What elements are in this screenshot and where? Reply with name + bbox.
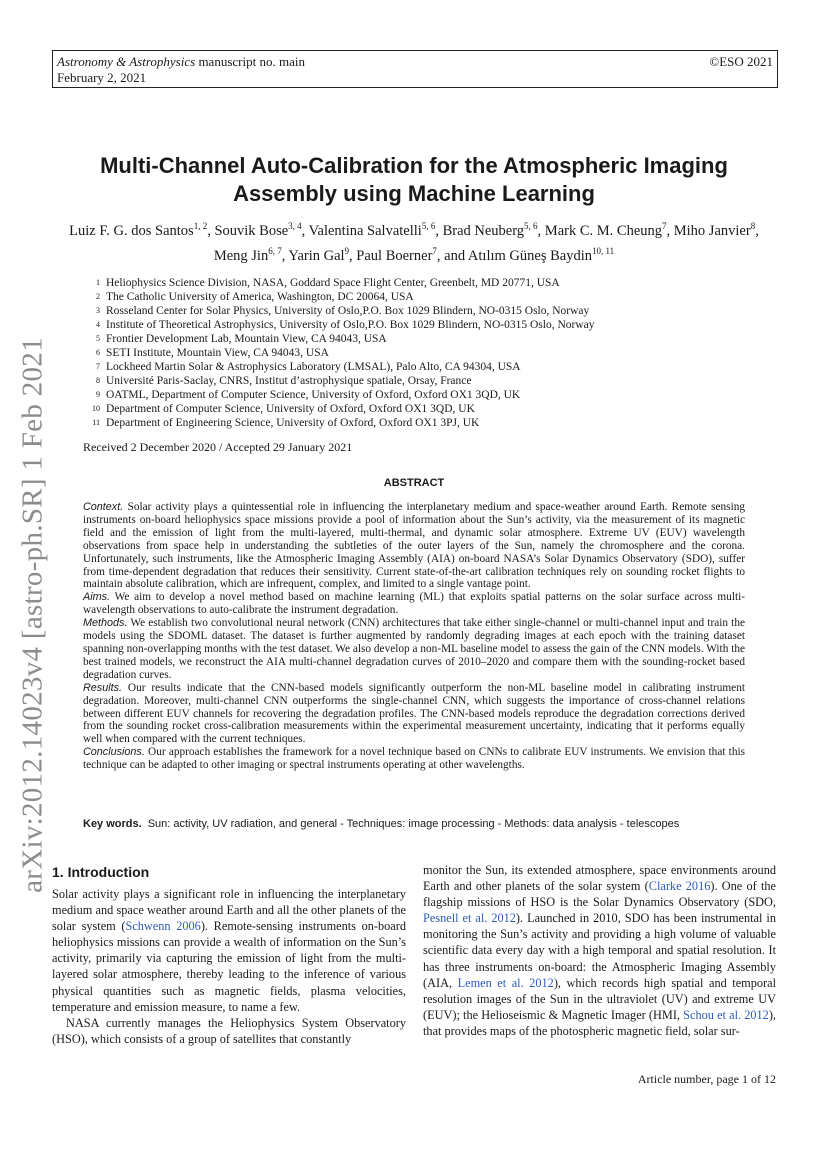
author: [674, 223, 755, 239]
abstract-section-label: Conclusions.: [83, 746, 145, 759]
author-name: Atılım Güneş Baydin: [467, 247, 592, 264]
paper-title: Multi-Channel Auto-Calibration for the Atmospheric Imaging Assembly using Machine Learning: [100, 153, 728, 206]
keywords-text: Sun: activity, UV radiation, and general - Techniques: image processing - Methods: data analysis - telescopes: [147, 818, 680, 830]
journal-line: [57, 54, 305, 70]
intro-paragraph-continued: [423, 862, 776, 1039]
author: [214, 223, 301, 239]
author: [213, 245, 282, 264]
abstract-body: [83, 501, 745, 772]
author-affiliation-marker: 5, 6: [421, 221, 436, 231]
left-column: [52, 886, 406, 1047]
citation-link[interactable]: Schwenn 2006: [125, 919, 201, 934]
affiliation-number: 3: [96, 306, 100, 315]
author-affiliation-marker: 3, 4: [288, 221, 302, 231]
author: [545, 223, 667, 239]
abstract-section-label: Context.: [83, 501, 124, 513]
author-affiliation-marker: 7: [432, 245, 437, 256]
author-affiliation-marker: 9: [344, 245, 350, 256]
abstract-section-text: We aim to develop a novel method based on machine learning (ML) that exploits spatial patterns on the solar surface across multi-wavelength observations to auto-calibrate the instrument degradation.: [83, 591, 745, 617]
arxiv-stamp: [10, 337, 56, 893]
author: [69, 223, 207, 239]
abstract-section: [83, 746, 745, 772]
author: [356, 245, 437, 264]
author-affiliation-marker: 10, 11: [591, 245, 615, 256]
author-affiliation-marker: 7: [662, 221, 667, 231]
affiliation-text: Heliophysics Science Division, NASA, Goddard Space Flight Center, Greenbelt, MD 20771, USA: [106, 277, 560, 289]
affiliation-number: 2: [96, 292, 100, 301]
paragraph-text: ). One of the flagship missions of HSO is the Solar Dynamics Observatory (SDO,: [423, 879, 776, 910]
author: [309, 223, 436, 239]
abstract-section-label: Aims.: [83, 591, 110, 604]
author-list: Luiz F. G. dos Santos$^{1, 2}$, Souvik Bose$^{3, 4}$, Valentina Salvatelli$^{5, 6}$, Brad Neuberg$^{5, 6}$, Mark C. M. Cheung$^7$, Miho Janvier$^8$, Meng Jin$^{6, 7}$, Yarin Gal$^9$, Paul Boerner$^7$, and Atılım Güneş Baydin$^{10, 11}$: [69, 221, 759, 264]
affiliation-item: [86, 388, 766, 402]
affiliation-text: Université Paris-Saclay, CNRS, Institut d’astrophysique spatiale, Orsay, France: [106, 375, 472, 387]
citation-link[interactable]: Pesnell et al. 2012: [423, 911, 516, 926]
author-name: Meng Jin: [213, 247, 269, 264]
paragraph-text: ), which records high spatial and temporal resolution images of the Sun in the ultraviolet (UV) and extreme UV (EUV); the Helioseismic & Magnetic Imager (HMI,: [423, 975, 777, 1022]
affiliation-text: Frontier Development Lab, Mountain View, CA 94043, USA: [106, 333, 387, 345]
affiliation-item: [86, 276, 766, 290]
affiliation-list: [86, 276, 766, 430]
intro-paragraph-1: [52, 886, 406, 1015]
affiliation-item: [86, 346, 766, 360]
affiliation-item: [86, 290, 766, 304]
affiliation-text: Institute of Theoretical Astrophysics, University of Oslo,P.O. Box 1029 Blindern, NO-0315 Oslo, Norway: [106, 319, 595, 331]
affiliation-number: 11: [92, 418, 100, 427]
citation-link[interactable]: Clarke 2016: [648, 879, 711, 894]
page-footer: Article number, page 1 of 12: [637, 1072, 776, 1086]
affiliation-number: 6: [96, 348, 100, 357]
right-column: [423, 862, 776, 1039]
affiliation-text: Department of Computer Science, University of Oxford, Oxford OX1 3QD, UK: [106, 403, 475, 415]
author: [467, 245, 615, 264]
citation-link[interactable]: Lemen et al. 2012: [457, 975, 554, 990]
journal-name: Astronomy & Astrophysics: [57, 54, 196, 69]
author-name: Luiz F. G. dos Santos: [69, 222, 194, 239]
affiliation-number: 1: [96, 278, 100, 287]
affiliation-text: Department of Engineering Science, University of Oxford, Oxford OX1 3PJ, UK: [106, 417, 480, 429]
abstract-section-text: Our results indicate that the CNN-based models significantly outperform the non-ML baseline model in calibrating instrument degradation. Moreover, multi-channel CNN outperforms the single-channel CNN, which suggests the importance of cross-channel relations between different EUV channels for recovering the degradation profiles. The CNN-based models reproduce the degradation corrections derived from the sounding rocket cross-calibration measurements within the experimental measurement uncertainty, indicating that it performs equally well when compared with the current techniques.: [83, 681, 745, 746]
abstract-section-text: We establish two convolutional neural network (CNN) architectures that take either single-channel or multi-channel input and train the models using the SDOML dataset. The dataset is further augmented by randomly degrading images at each epoch with the training dataset spanning non-overlapping months with the test dataset. We also develop a non-ML baseline model to assess the gain of the CNN models. With the best trained models, we reconstruct the AIA multi-channel degradation curves of 2010–2020 and compare them with the sounding-rocket based degradation curves.: [83, 617, 745, 681]
affiliation-text: Lockheed Martin Solar & Astrophysics Laboratory (LMSAL), Palo Alto, CA 94304, USA: [106, 361, 521, 373]
abstract-section-text: Our approach establishes the framework for a novel technique based on CNNs to calibrate EUV instruments. We envision that this technique can be adapted to other imaging or spectral instruments operating at other wavelengths.: [83, 746, 746, 772]
header-date: February 2, 2021: [57, 70, 147, 85]
running-header: [52, 50, 778, 88]
author-name: Brad Neuberg: [442, 222, 525, 239]
author-name: Souvik Bose: [214, 222, 289, 239]
received-date: Received 2 December 2020 / Accepted 29 January 2021: [83, 440, 353, 454]
arxiv-stamp-text: arXiv:2012.14023v4 [astro-ph.SR] 1 Feb 2021: [16, 337, 49, 893]
keywords-label: Key words.: [83, 818, 142, 830]
affiliation-text: The Catholic University of America, Washington, DC 20064, USA: [106, 291, 414, 303]
author-name: Miho Janvier: [673, 222, 751, 239]
citation-link[interactable]: Schou et al. 2012: [683, 1007, 769, 1022]
affiliation-number: 10: [92, 404, 100, 413]
abstract-section-label: Methods.: [83, 617, 128, 630]
affiliation-number: 8: [96, 376, 100, 385]
paragraph-text: ). Remote-sensing instruments on-board heliophysics missions can provide a wealth of information on the Sun’s activity, primarily via capturing the emission of light from the multi-layered solar atmosphere, thereby leading to the inference of various physical quantities such as magnetic fields, plasma velocities, temperature and emission measure, to name a few.: [52, 919, 406, 1014]
author-name: Yarin Gal: [288, 247, 345, 264]
affiliation-item: [86, 360, 766, 374]
abstract-section: [83, 591, 745, 617]
author-affiliation-marker: 6, 7: [268, 245, 282, 256]
affiliation-text: Rosseland Center for Solar Physics, University of Oslo,P.O. Box 1029 Blindern, NO-0315 Oslo, Norway: [106, 305, 590, 317]
author-affiliation-marker: 8: [750, 221, 756, 231]
abstract-section-text: Solar activity plays a quintessential role in influencing the interplanetary medium and space-weather around Earth. Remote sensing instruments on-board heliophysics space missions provide a pool of information about the Sun’s activity, via the measurement of its magnetic field and the emission of light from the multi-layered, multi-thermal, and dynamic solar atmosphere. Extreme UV (EUV) wavelength observations from space help in understanding the subtleties of the outer layers of the Sun, namely the chromosphere and the corona. Unfortunately, such instruments, like the Atmospheric Imaging Assembly (AIA) on-board NASA’s Solar Dynamics Observatory (SDO), suffer from time-dependent degradation that reduces their sensitivity. Current state-of-the-art calibration techniques rely on sounding rocket flights to maintain absolute calibration, which are infrequent, complex, and limited to a single vantage point.: [83, 501, 746, 591]
copyright-notice: ©ESO 2021: [709, 54, 773, 69]
affiliation-number: 9: [96, 390, 100, 399]
author: [288, 245, 350, 264]
affiliation-item: [86, 332, 766, 346]
paragraph-text: monitor the Sun, its extended atmosphere, space environments around Earth and other planets of the solar system (: [423, 863, 776, 894]
affiliation-item: [86, 402, 766, 416]
affiliation-number: 7: [96, 362, 100, 371]
affiliation-item: [86, 318, 766, 332]
affiliation-text: SETI Institute, Mountain View, CA 94043, USA: [106, 347, 329, 359]
section-heading: 1. Introduction: [52, 864, 150, 880]
affiliation-item: [86, 304, 766, 318]
paragraph-text: Solar activity plays a significant role in influencing the interplanetary medium and space weather around Earth and all the other planets of the solar system (: [52, 887, 406, 934]
abstract-section: [83, 682, 745, 747]
affiliation-text: OATML, Department of Computer Science, University of Oxford, Oxford OX1 3QD, UK: [106, 389, 521, 401]
affiliation-item: [86, 374, 766, 388]
abstract-section: [83, 501, 745, 591]
author-name: Mark C. M. Cheung: [544, 222, 663, 239]
keywords: [83, 818, 745, 830]
manuscript-label: manuscript no. main: [195, 54, 305, 69]
affiliation-number: 5: [96, 334, 100, 343]
abstract-heading: ABSTRACT: [383, 477, 445, 489]
author: [443, 223, 538, 239]
author-affiliation-marker: 1, 2: [193, 221, 208, 231]
author-name: Valentina Salvatelli: [308, 222, 422, 239]
abstract-section-label: Results.: [83, 681, 123, 694]
affiliation-item: [86, 416, 766, 430]
author-affiliation-marker: 5, 6: [524, 221, 538, 231]
abstract-section: [83, 617, 745, 682]
intro-paragraph-2: NASA currently manages the Heliophysics System Observatory (HSO), which consists of a group of satellites that constantly: [52, 1015, 406, 1046]
paragraph-text: ), that provides maps of the photospheric magnetic field, solar sur-: [423, 1007, 776, 1038]
author-name: Paul Boerner: [356, 247, 433, 264]
affiliation-number: 4: [96, 320, 100, 329]
paragraph-text: ). Launched in 2010, SDO has been instrumental in monitoring the Sun’s activity and providing a high volume of valuable scientific data every day with a high temporal and spatial resolution. It has three instruments on-board: the Atmospheric Imaging Assembly (AIA,: [423, 911, 776, 990]
